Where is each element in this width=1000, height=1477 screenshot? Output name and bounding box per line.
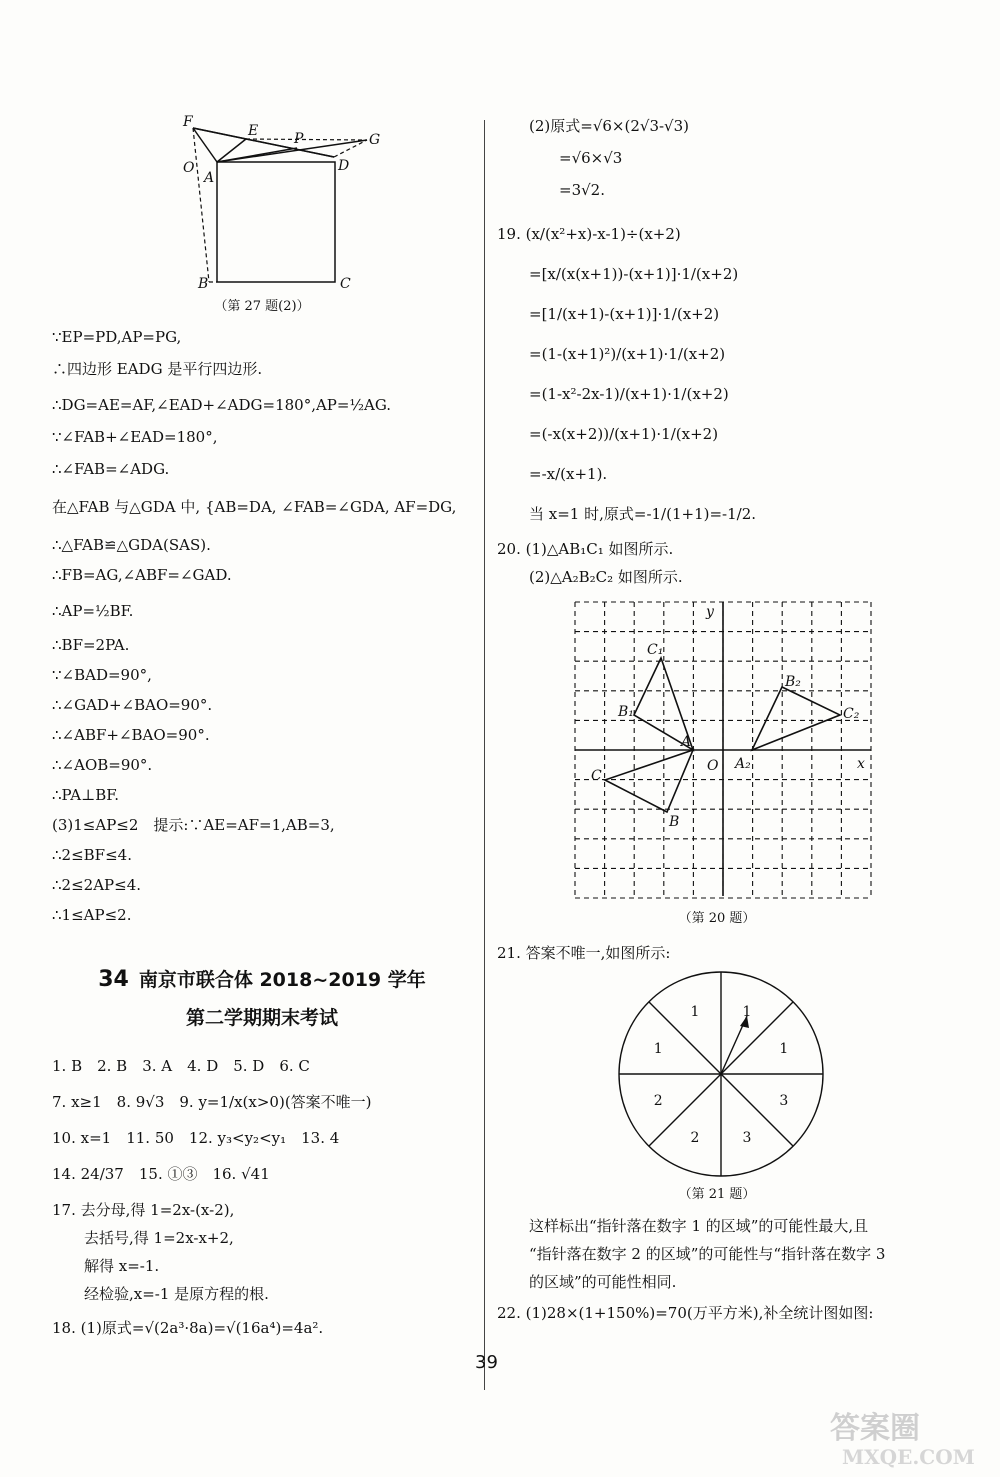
q21-line: 21. 答案不唯一,如图所示: [497,944,671,962]
sector-number: 3 [779,1093,789,1109]
text-line: ∵∠BAD=90°, [52,666,152,684]
label-C: C [591,768,602,784]
figure-21-caption: （第 21 题） [678,1187,756,1202]
sector-number: 1 [742,1004,752,1021]
column-divider [484,120,485,1390]
q21-text-line: 的区域”的可能性相同. [529,1273,677,1291]
q19-line: =-x/(x+1). [529,465,608,483]
label-O: O [707,758,719,774]
label-P: P [294,131,304,147]
text-line: ∴四边形 EADG 是平行四边形. [52,360,263,378]
q18-part2-line: (2)原式=√6×(2√3-√3) [529,117,690,135]
text-line: 在△FAB 与△GDA 中, {AB=DA, ∠FAB=∠GDA, AF=DG, [52,498,457,516]
label-A2: A₂ [735,756,751,772]
solution-27-lines [52,324,472,928]
text-line: ∴BF=2PA. [52,636,130,654]
figure-21-spinner [497,966,937,1182]
label-G: G [369,132,381,148]
q20-line: (2)△A₂B₂C₂ 如图所示. [529,568,683,586]
text-line: ∴△FAB≌△GDA(SAS). [52,536,211,554]
q19-line: 19. (x/(x²+x)-x-1)÷(x+2) [497,225,681,243]
text-line: ∴2≤BF≤4. [52,846,132,864]
label-C2: C₂ [843,706,860,722]
answer-line: 7. x≥1 8. 9√3 9. y=1/x(x>0)(答案不唯一) [52,1093,372,1111]
figure-27-caption: （第 27 题(2)） [214,299,310,314]
label-x: x [857,756,865,772]
label-B2: B₂ [785,674,801,690]
text-line: ∴DG=AE=AF,∠EAD+∠ADG=180°,AP=½AG. [52,396,392,414]
label-B: B [669,814,680,830]
label-A: A [681,734,692,750]
q19-line: =(1-x²-2x-1)/(x+1)·1/(x+2) [529,385,729,403]
text-line: ∵∠FAB+∠EAD=180°, [52,428,218,446]
label-y: y [706,604,714,620]
q17-line: 17. 去分母,得 1=2x-(x-2), [52,1201,235,1219]
q19-line: =[x/(x(x+1))-(x+1)]·1/(x+2) [529,265,739,283]
q21-text-line: “指针落在数字 2 的区域”的可能性与“指针落在数字 3 [529,1245,886,1263]
q19-line: 当 x=1 时,原式=-1/(1+1)=-1/2. [529,505,757,523]
q21-text-line: 这样标出“指针落在数字 1 的区域”的可能性最大,且 [529,1217,869,1235]
text-line: ∴FB=AG,∠ABF=∠GAD. [52,566,232,584]
text-line: ∴AP=½BF. [52,602,134,620]
q20-line: 20. (1)△AB₁C₁ 如图所示. [497,540,674,558]
q17-line: 经检验,x=-1 是原方程的根. [84,1285,269,1303]
q22-line: 22. (1)28×(1+150%)=70(万平方米),补全统计图如图: [497,1304,874,1322]
section-title-line1 [52,964,472,996]
answer-line: 14. 24/37 15. ①③ 16. √41 [52,1165,270,1183]
right-column [497,110,937,1326]
q19-block [497,214,937,534]
label-C1: C₁ [647,642,664,658]
q19-line: =(1-(x+1)²)/(x+1)·1/(x+2) [529,345,726,363]
label-B1: B₁ [618,704,634,720]
q18-line: 18. (1)原式=√(2a³·8a)=√(16a⁴)=4a². [52,1319,324,1337]
q19-line: =[1/(x+1)-(x+1)]·1/(x+2) [529,305,720,323]
sector-number: 2 [690,1129,700,1146]
page-number: 39 [475,1352,498,1373]
svg-text:MXQE.COM: MXQE.COM [842,1445,975,1469]
sector-number: 1 [653,1041,663,1057]
q18-part2-line: =√6×√3 [559,149,623,167]
svg-text:答案圈: 答案圈 [830,1411,920,1446]
sector-number: 1 [690,1004,700,1021]
section-number: 34 [98,967,129,992]
figure-20-grid [497,596,937,906]
text-line: ∴∠FAB=∠ADG. [52,460,170,478]
answer-line: 10. x=1 11. 50 12. y₃<y₂<y₁ 13. 4 [52,1129,340,1147]
text-line: ∴2≤2AP≤4. [52,876,142,894]
label-O: O [183,160,195,176]
sector-number: 1 [779,1041,789,1057]
label-B: B [198,276,209,292]
figure-27-diagram [52,110,472,300]
text-line: ∴PA⊥BF. [52,786,120,804]
label-D: D [338,158,350,174]
section-title-line2: 第二学期期末考试 [185,1007,338,1029]
section-heading [52,964,472,1034]
watermark-logo [820,1400,990,1470]
left-column [52,110,472,1342]
q21-explanation [497,1212,937,1296]
q18-part2-line: =3√2. [559,181,605,199]
text-line: ∴∠GAD+∠BAO=90°. [52,696,213,714]
label-F: F [183,114,193,130]
section-title: 南京市联合体 2018~2019 学年 [138,969,426,991]
label-C: C [340,276,351,292]
q19-line: =(-x(x+2))/(x+1)·1/(x+2) [529,425,719,443]
label-A: A [204,170,215,186]
text-line: ∵EP=PD,AP=PG, [52,328,182,346]
q17-line: 去括号,得 1=2x-x+2, [84,1229,234,1247]
answer-line: 1. B 2. B 3. A 4. D 5. D 6. C [52,1057,310,1075]
figure-20-caption: （第 20 题） [678,911,756,926]
answers-block [52,1048,472,1342]
text-line: ∴∠ABF+∠BAO=90°. [52,726,210,744]
q17-line: 解得 x=-1. [84,1257,160,1275]
text-line: ∴∠AOB=90°. [52,756,153,774]
sector-number: 3 [742,1129,752,1146]
text-line: ∴1≤AP≤2. [52,906,132,924]
sector-number: 2 [653,1093,663,1109]
text-line: (3)1≤AP≤2 提示:∵AE=AF=1,AB=3, [52,816,335,834]
label-E: E [248,123,259,139]
